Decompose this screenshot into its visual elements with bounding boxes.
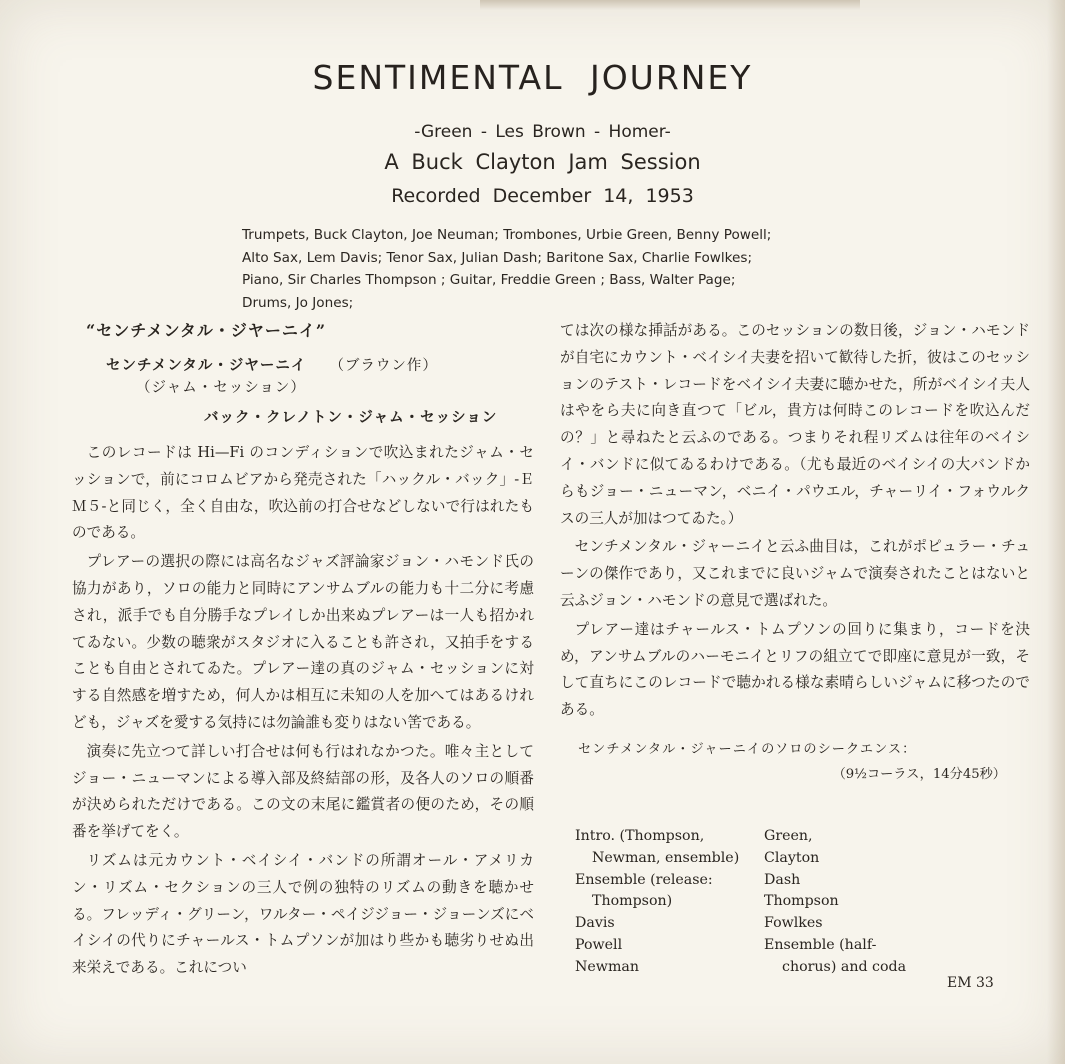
sequence-entry: Ensemble (release:	[575, 871, 713, 888]
sequence-entry: Newman, ensemble)	[592, 849, 740, 866]
subtitle-row	[106, 354, 534, 376]
album-title: SENTIMENTAL JOURNEY	[312, 58, 753, 97]
personnel-line: Alto Sax, Lem Davis; Tenor Sax, Julian Dash; Baritone Sax, Charlie Fowlkes;	[242, 249, 753, 266]
notes-right-column	[560, 318, 1030, 782]
catalog-number: EM 33	[947, 975, 994, 991]
liner-paragraph: プレアーの選択の際には高名なジャズ評論家ジョン・ハモンド氏の協力があり，ソロの能力と同時にアンサムブルの能力も十二分に考慮され，派手でも自分勝手なプレイしか出来ぬプレアーは一人も招かれてゐない。少数の聴衆がスタジオに入ることも許され，又拍手をすることも自由とされてゐた。プレアー達の真のジャム・セッションに対する自然感を増すため，何人かは相互に未知の人を加へてはあるけれども，ジャズを愛する気持には勿論誰も変りはない筈である。	[72, 553, 534, 731]
personnel-list	[242, 224, 852, 314]
personnel-line: Piano, Sir Charles Thompson ; Guitar, Freddie Green ; Bass, Walter Page;	[242, 272, 736, 288]
solo-sequence-duration: （9½コーラス，14分45秒）	[832, 766, 1006, 782]
composers-line: -Green - Les Brown - Homer-	[414, 122, 671, 142]
sequence-entry: Ensemble (half-	[764, 936, 877, 953]
sequence-entry: Dash	[764, 871, 801, 888]
liner-paragraph: ては次の様な挿話がある。このセッションの数日後，ジョン・ハモンドが自宅にカウント・ベイシイ夫妻を招いて歓待した折，彼はこのセッションのテスト・レコードをベイシイ夫妻に聴かせた，所がベイシイ夫人はやをら夫に向き直つて「ビル，貴方は何時このレコードを吹込んだの？」と尋ねたと云ふのである。つまりそれ程リズムは往年のベイシイ・バンドに似てゐるわけである。（尤も最近のベイシイの大バンドからもジョー・ニューマン，ベニイ・パウエル，チャーリイ・フォウルクスの三人が加はつてゐた。）	[560, 322, 1030, 527]
band-name: バック・クレノトン・ジャム・セッション	[204, 409, 498, 426]
liner-paragraph: プレアー達はチャールス・トムプソンの回りに集まり，コードを決め，アンサムブルのハーモニイとリフの組立てで即座に意見が一致，そして直ちにこのレコードで聴かれる様な素晴らしいジャムに移つたのである。	[560, 620, 1030, 719]
liner-paragraph: リズムは元カウント・ベイシイ・バンドの所謂オール・アメリカン・リズム・セクションの三人で例の独特のリズムの動きを聴かせる。フレッディ・グリーン，ワルター・ペイジジョー・ジョーンズにベイシイの代りにチャールス・トムプソンが加はり些かも聴劣りせぬ出来栄えである。これについ	[72, 851, 534, 977]
notes-left-column	[72, 318, 534, 982]
recorded-date: Recorded December 14, 1953	[391, 185, 694, 207]
sequence-entry: Clayton	[764, 849, 820, 866]
sequence-entry: Thompson	[764, 893, 839, 910]
sequence-entry: Thompson)	[592, 893, 673, 910]
personnel-line: Drums, Jo Jones;	[242, 294, 354, 311]
sequence-entry: Intro. (Thompson,	[575, 828, 705, 844]
paper-wear	[480, 0, 860, 10]
personnel-line: Trumpets, Buck Clayton, Joe Neuman; Trombones, Urbie Green, Benny Powell;	[242, 227, 772, 243]
session-line: A Buck Clayton Jam Session	[384, 150, 701, 174]
sequence-entry: Powell	[575, 936, 623, 953]
japanese-subtitle: センチメンタル・ジヤーニイ	[106, 357, 307, 374]
solo-sequence-left	[575, 826, 765, 979]
japanese-title: “センチメンタル・ジヤーニイ”	[86, 321, 327, 340]
composer-credit: （ブラウン作）	[329, 358, 438, 374]
sequence-entry: chorus) and coda	[782, 958, 907, 975]
jam-session-note: （ジャム・セッション）	[136, 380, 306, 396]
sequence-entry: Green,	[764, 828, 813, 844]
sequence-entry: Davis	[575, 915, 615, 932]
sequence-entry: Newman	[575, 958, 640, 975]
solo-sequence-right	[764, 826, 964, 979]
liner-paragraph: 演奏に先立つて詳しい打合せは何も行はれなかつた。唯々主としてジョー・ニューマンによる導入部及終結部の形，及各人のソロの順番が決められただけである。この文の末尾に鑑賞者の便のため，その順番を挙げてをく。	[72, 742, 534, 841]
liner-paragraph: このレコードは Hi—Fi のコンディションで吹込まれたジャム・セッションで，前にコロムビアから発売された「ハックル・バック」-ＥＭ５-と同じく，全く自由な，吹込前の打合せなどしないで行はれたものである。	[72, 444, 534, 542]
sequence-entry: Fowlkes	[764, 915, 823, 932]
solo-sequence-title: センチメンタル・ジャーニイのソロのシークエンス：	[578, 741, 917, 757]
liner-paragraph: センチメンタル・ジャーニイと云ふ曲目は，これがポピュラー・チューンの傑作であり，又これまでに良いジャムで演奏されたことはないと云ふジョン・ハモンドの意見で選ばれた。	[560, 538, 1030, 609]
